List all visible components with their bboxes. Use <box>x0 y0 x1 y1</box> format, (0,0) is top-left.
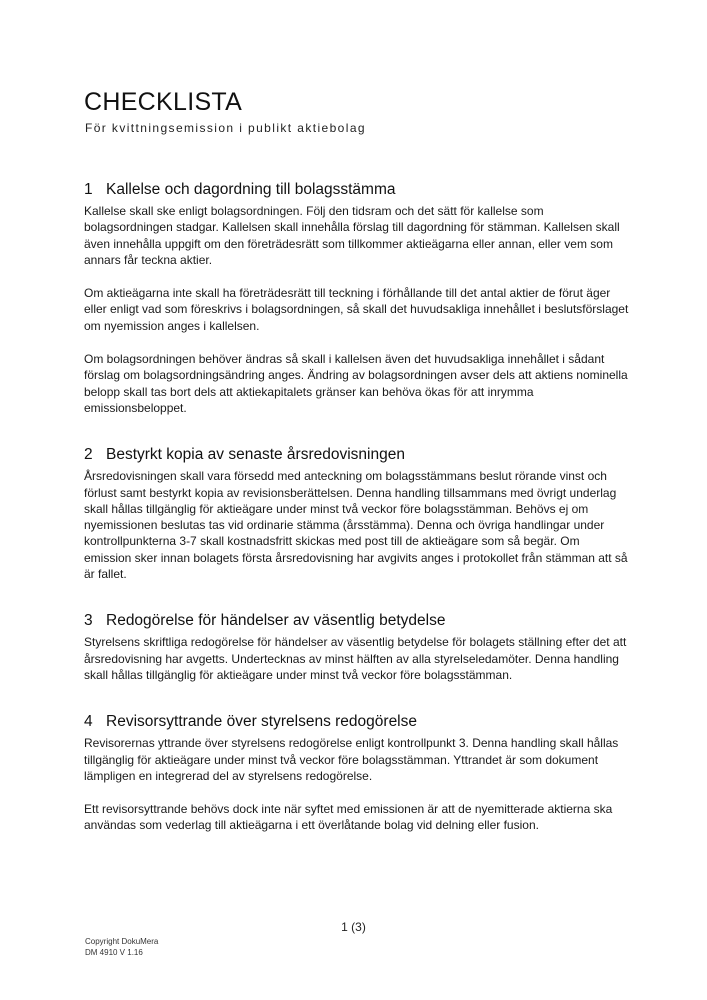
footer <box>85 937 158 958</box>
section-heading <box>84 713 629 731</box>
section-heading <box>84 612 629 630</box>
section-number: 3 <box>84 612 93 630</box>
section-number: 2 <box>84 446 93 464</box>
section-title: Redogörelse för händelser av väsentlig betydelse <box>106 612 446 630</box>
paragraph: Revisorernas yttrande över styrelsens redogörelse enligt kontrollpunkt 3. Denna handling skall hållas tillgänglig för aktieägare under minst två veckor före bolagsstämman. Yttrandet är som dokument lämpligen en integrerad del av styrelsens redogörelse. <box>84 736 619 783</box>
paragraph: Styrelsens skriftliga redogörelse för händelser av väsentlig betydelse för bolagets ställning efter det att årsredovisning har avgetts. Undertecknas av minst hälften av alla styrelseledamöter. Denna handling skall hållas tillgänglig för aktieägare under minst två veckor före bolagsstämman. <box>84 635 627 682</box>
section-title: Revisorsyttrande över styrelsens redogörelse <box>106 713 417 731</box>
document-title: CHECKLISTA <box>84 88 243 116</box>
section-heading <box>84 446 629 464</box>
paragraph: Om aktieägarna inte skall ha företrädesrätt till teckning i förhållande till det antal aktier de förut äger eller enligt vad som föreskrivs i bolagsordningen, så skall det huvudsakliga innehållet i beslutsförslaget om nyemission anges i kallelsen. <box>84 286 629 333</box>
page-number: 1 (3) <box>341 920 366 934</box>
paragraph: Ett revisorsyttrande behövs dock inte när syftet med emissionen är att de nyemitterade aktierna ska användas som vederlag till aktieägarna i ett överlåtande bolag vid delning eller fusion. <box>84 802 613 833</box>
section-1 <box>84 181 629 416</box>
document-body <box>84 181 629 864</box>
document-subtitle: För kvittningsemission i publikt aktiebolag <box>85 121 366 135</box>
paragraph: Kallelse skall ske enligt bolagsordningen. Följ den tidsram och det sätt för kallelse som bolagsordningen stadgar. Kallelsen skall innehålla förslag till dagordning för stämman. Kallelsen skall även innehålla uppgift om den företrädesrätt som tillkommer aktieägarna eller annan, eller vem som annars får teckna aktier. <box>84 204 620 267</box>
footer-version: DM 4910 V 1.16 <box>85 947 143 957</box>
section-4 <box>84 713 629 833</box>
section-title: Kallelse och dagordning till bolagsstämma <box>106 181 396 198</box>
section-2 <box>84 446 629 582</box>
section-heading <box>84 181 629 199</box>
footer-copyright: Copyright DokuMera <box>85 937 159 946</box>
section-number: 4 <box>84 713 93 731</box>
paragraph: Årsredovisningen skall vara försedd med anteckning om bolagsstämmans beslut rörande vinst och förlust samt bestyrkt kopia av revisionsberättelsen. Denna handling tillsammans med övrigt underlag skall hållas tillgänglig för aktieägare under minst två veckor före bolagsstämman. Behövs ej om nyemissionen beslutas tas vid ordinarie stämma (årsstämma). Denna och övriga handlingar under kontrollpunkterna 3-7 skall kostnadsfritt skickas med post till de aktieägare som så begär. Om emission sker innan bolagets första årsredovisning har avgivits anges i protokollet från stämman att så är fallet. <box>84 469 628 582</box>
paragraph: Om bolagsordningen behöver ändras så skall i kallelsen även det huvudsakliga innehållet i sådant förslag om bolagsordningsändring anges. Ändring av bolagsordningen avser dels att aktiens nominella belopp skall tas bort dels att aktiekapitalets gränser kan behöva ökas för att inrymma emissionsbeloppet. <box>84 352 628 415</box>
section-3 <box>84 612 629 683</box>
section-title: Bestyrkt kopia av senaste årsredovisningen <box>106 446 405 464</box>
section-number: 1 <box>84 181 93 198</box>
